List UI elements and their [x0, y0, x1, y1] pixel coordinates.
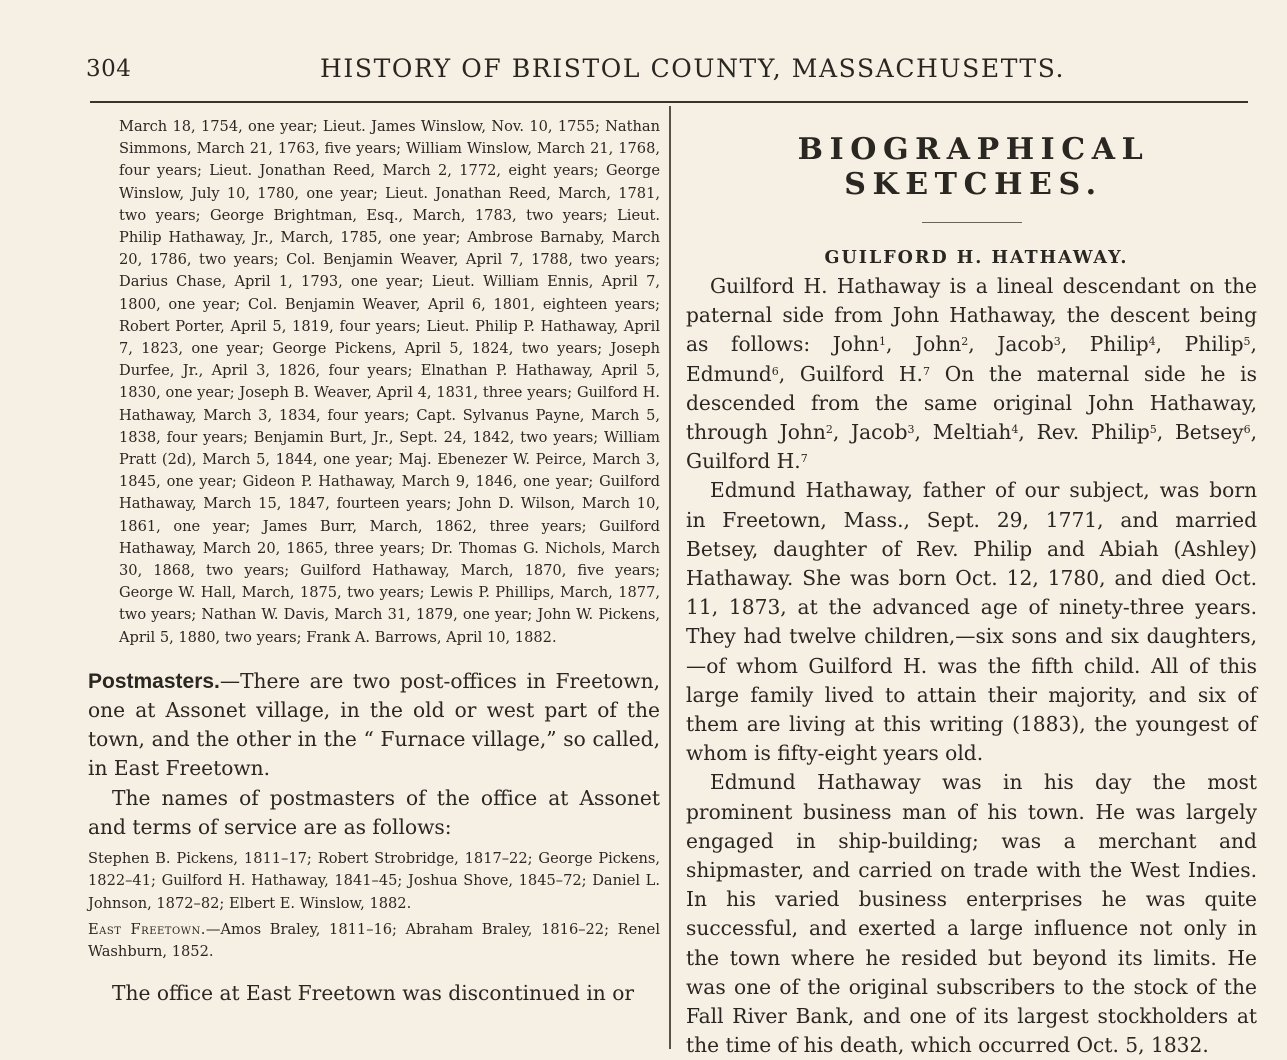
postmasters-paragraph: [88, 667, 660, 784]
family-paragraph: Edmund Hathaway, father of our subject, was born in Freetown, Mass., Sept. 29, 1771, and married Betsey, daughter of Rev. Philip and Abiah (Ashley) Hathaway. She was born Oct. 12, 1780, and died Oct. 11, 1873, at the advanced age of ninety-three years. They had twelve children,—six sons and six daughters, —of whom Guilford H. was the fifth child. All of this large family lived to attain their majority, and six of them are living at this writing (1883), the youngest of whom is fifty-eight years old.: [686, 478, 1257, 766]
generation-number: 2: [825, 423, 833, 437]
generation-number: 7: [922, 364, 930, 378]
generation-number: 2: [961, 335, 969, 349]
postmasters-heading: Postmasters.: [88, 669, 220, 693]
genealogy-text: , Edmund: [686, 332, 1257, 386]
genealogy-text: , Philip: [1155, 332, 1244, 357]
genealogy-text: On the maternal side he is descended from the same original John Hathaway, through John: [686, 361, 1257, 445]
genealogy-text: , Jacob: [832, 420, 908, 445]
genealogy-text: , Rev. Philip: [1018, 420, 1150, 445]
title-rule: [922, 222, 1022, 223]
genealogy-text: , Meltiah: [914, 420, 1012, 445]
page-number: 304: [86, 56, 132, 82]
generation-number: 6: [1243, 423, 1251, 437]
genealogy-text: , Jacob: [968, 332, 1054, 357]
generation-number: 3: [1053, 335, 1061, 349]
names-intro: The names of postmasters of the office at Assonet and terms of service are as follows:: [88, 785, 660, 839]
column-divider: [669, 106, 671, 1049]
east-freetown-label: East Freetown.: [88, 920, 206, 938]
page-header: [84, 52, 1254, 86]
generation-number: 3: [907, 423, 915, 437]
generation-number: 5: [1243, 335, 1251, 349]
generation-number: 7: [800, 452, 808, 466]
genealogy-text: , John: [885, 332, 962, 357]
generation-number: 4: [1148, 335, 1156, 349]
east-freetown-names: —Amos Braley, 1811–16; Abraham Braley, 1816–22; Renel Washburn, 1852.: [88, 920, 660, 960]
postmasters-text: —There are two post-offices in Freetown, one at Assonet village, in the old or west part of the town, and the other in the “ Furnace village,” so called, in East Freetown.: [88, 668, 660, 781]
generation-number: 6: [771, 364, 779, 378]
header-rule: [90, 101, 1248, 103]
sketch-name: GUILFORD H. HATHAWAY.: [824, 248, 1129, 268]
genealogy-paragraph: [686, 272, 1257, 476]
section-title: BIOGRAPHICAL SKETCHES.: [797, 132, 1150, 202]
generation-number: 5: [1149, 423, 1157, 437]
east-freetown-list: [88, 919, 660, 963]
right-column: [686, 132, 1257, 1060]
generation-number: 1: [878, 335, 886, 349]
business-paragraph: Edmund Hathaway was in his day the most prominent business man of his town. He was largely engaged in ship-building; was a merchant and shipmaster, and carried on trade with the West Indies. In his varied business enterprises he was quite successful, and exerted a large influence not only in the town where he resided but beyond its limits. He was one of the original subscribers to the stock of the Fall River Bank, and one of its largest stockholders at the time of his death, which occurred Oct. 5, 1832.: [686, 770, 1257, 1058]
left-column: [88, 116, 660, 1008]
selectmen-list: March 18, 1754, one year; Lieut. James Winslow, Nov. 10, 1755; Nathan Simmons, March 21, 1763, five years; William Winslow, March 21, 1768, four years; Lieut. Jonathan Reed, March 2, 1772, eight years; George Winslow, July 10, 1780, one year; Lieut. Jonathan Reed, March, 1781, two years; George Brightman, Esq., March, 1783, two years; Lieut. Philip Hathaway, Jr., March, 1785, one year; Ambrose Barnaby, March 20, 1786, two years; Col. Benjamin Weaver, April 7, 1788, two years; Darius Chase, April 1, 1793, one year; Lieut. William Ennis, April 7, 1800, one year; Col. Benjamin Weaver, April 6, 1801, eighteen years; Robert Porter, April 5, 1819, four years; Lieut. Philip P. Hathaway, April 7, 1823, one year; George Pickens, April 5, 1824, two years; Joseph Durfee, Jr., April 3, 1826, four years; Elnathan P. Hathaway, April 5, 1830, one year; Joseph B. Weaver, April 4, 1831, three years; Guilford H. Hathaway, March 3, 1834, four years; Capt. Sylvanus Payne, March 5, 1838, four years; Benjamin Burt, Jr., Sept. 24, 1842, two years; William Pratt (2d), March 5, 1844, one year; Maj. Ebenezer W. Peirce, March 3, 1845, one year; Gideon P. Hathaway, March 9, 1846, one year; Guilford Hathaway, March 15, 1847, fourteen years; John D. Wilson, March 10, 1861, one year; James Burr, March, 1862, three years; Guilford Hathaway, March 20, 1865, three years; Dr. Thomas G. Nichols, March 30, 1868, two years; Guilford Hathaway, March, 1870, five years; George W. Hall, March, 1875, two years; Lewis P. Phillips, March, 1877, two years; Nathan W. Davis, March 31, 1879, one year; John W. Pickens, April 5, 1880, two years; Frank A. Barrows, April 10, 1882.: [119, 118, 660, 646]
generation-number: 4: [1011, 423, 1019, 437]
genealogy-text: Guilford H. Hathaway is a lineal descendant on the paternal side from John Hathaway, the descent being as follows: John: [686, 274, 1257, 357]
continuation-line: The office at East Freetown was discontinued in or: [112, 981, 635, 1006]
genealogy-text: , Philip: [1060, 332, 1149, 357]
assonet-postmasters-list: Stephen B. Pickens, 1811–17; Robert Strobridge, 1817–22; George Pickens, 1822–41; Guilford H. Hathaway, 1841–45; Joshua Shove, 1845–72; Daniel L. Johnson, 1872–82; Elbert E. Winslow, 1882.: [88, 850, 660, 912]
running-title: HISTORY OF BRISTOL COUNTY, MASSACHUSETTS.: [320, 54, 1066, 83]
genealogy-text: , Guilford H.: [686, 420, 1257, 474]
genealogy-text: , Betsey: [1156, 420, 1244, 445]
genealogy-text: , Guilford H.: [778, 361, 923, 386]
